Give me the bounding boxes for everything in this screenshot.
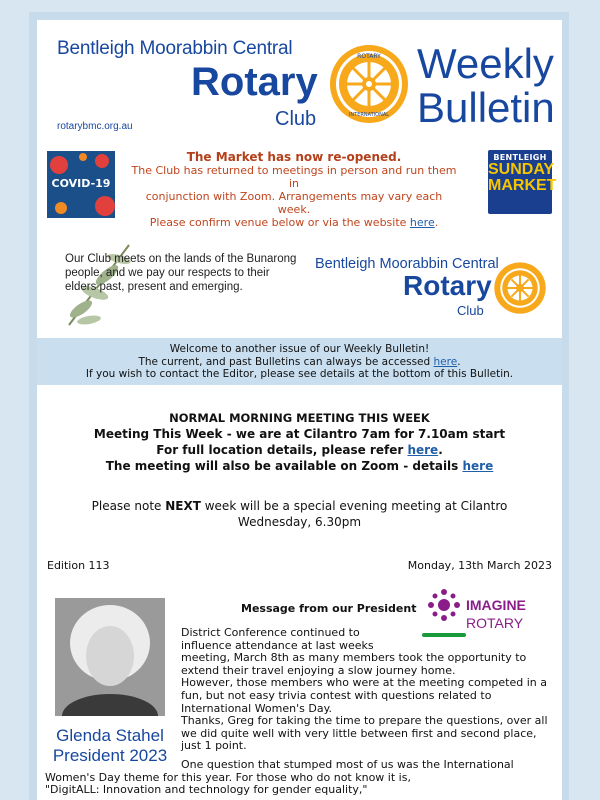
meeting-line2: For full location details, please refer: [156, 443, 408, 457]
message-p4a: One question that stumped most of us was the International: [181, 758, 514, 771]
sunday-market-top: BENTLEIGH: [493, 153, 547, 162]
person-portrait-icon: [55, 598, 165, 716]
rotary-wheel-small-icon: [493, 261, 547, 315]
meeting-line3: The meeting will also be available on Zoom - details: [105, 459, 463, 473]
meeting-heading: NORMAL MORNING MEETING THIS WEEK: [169, 411, 430, 425]
meeting-line2-end: .: [438, 443, 443, 457]
president-name: Glenda Stahel: [56, 726, 164, 745]
sunday-market-sunday: SUNDAY: [488, 161, 555, 178]
sunday-market-logo: [488, 150, 557, 214]
president-message-cont: [45, 759, 555, 797]
meeting-line2-wrap: [37, 442, 562, 458]
location-link[interactable]: here: [407, 443, 439, 457]
header-url: rotarybmc.org.au: [57, 121, 133, 132]
header-title: [417, 42, 555, 130]
ack-org-name: Bentleigh Moorabbin Central: [315, 256, 499, 272]
rotary-wheel-icon: [328, 43, 410, 125]
header-rotary: Rotary: [191, 60, 318, 104]
message-p4b: Women's Day theme for this year. For those who do not know it is,: [45, 770, 411, 784]
president-message: [181, 627, 556, 753]
meeting-section: [37, 410, 562, 474]
header-weekly: Weekly: [417, 40, 554, 87]
message-title: Message from our President: [241, 602, 417, 615]
market-website-link[interactable]: here: [409, 216, 435, 229]
welcome-band: [37, 338, 562, 385]
header-club: Club: [275, 108, 317, 130]
note-prefix: Please note: [91, 499, 166, 513]
sunday-market-market: MARKET: [488, 177, 557, 194]
ack-club: Club: [457, 303, 484, 318]
edition-number: Edition 113: [47, 559, 110, 572]
message-p4c: "DigitALL: Innovation and technology for gender equality,": [45, 783, 368, 797]
rotary-word: ROTARY: [466, 615, 524, 631]
emblem-text-bottom: INTERNATIONAL: [348, 112, 390, 118]
market-line1: The Club has returned to meetings in person and run them in: [131, 164, 457, 190]
market-line2: conjunction with Zoom. Arrangements may vary each week.: [145, 190, 443, 216]
note-bold: NEXT: [165, 499, 201, 513]
bulletins-link[interactable]: here: [433, 355, 458, 368]
note-rest: week will be a special evening meeting at Cilantro Wednesday, 6.30pm: [200, 499, 508, 529]
message-p1a: District Conference continued to: [181, 626, 360, 639]
message-p3: Thanks, Greg for taking the time to prepare the questions, over all we did quite well with very little between first and second place, just 1 point.: [181, 714, 548, 753]
message-p2: However, those members who were at the meeting competed in a fun, but not easy trivia contest with questions related to International Women's Day.: [181, 676, 548, 715]
welcome-line2-end: .: [457, 355, 461, 368]
covid-image: [47, 151, 115, 218]
imagine-word: IMAGINE: [466, 597, 526, 613]
welcome-line2: The current, and past Bulletins can always be accessed: [138, 355, 434, 368]
bulletin-page: [37, 20, 562, 800]
emblem-text-top: ROTARY: [357, 53, 381, 60]
ack-line2: people, and we pay our respects to their: [65, 267, 270, 279]
meeting-line3-wrap: [37, 458, 562, 474]
issue-date: Monday, 13th March 2023: [407, 559, 552, 572]
meeting-line1: Meeting This Week - we are at Cilantro 7am for 7.10am start: [93, 427, 506, 441]
ack-line1: Our Club meets on the lands of the Bunarong: [65, 253, 297, 265]
welcome-line2-wrap: [37, 356, 562, 369]
market-notice: [129, 151, 459, 229]
next-week-note: [57, 498, 542, 530]
zoom-link[interactable]: here: [462, 459, 494, 473]
market-line3: Please confirm venue below or via the website: [149, 216, 410, 229]
president-title: President 2023: [52, 746, 168, 765]
market-title: The Market has now re-opened.: [186, 150, 402, 164]
ack-rotary: Rotary: [403, 270, 492, 301]
header-bulletin: Bulletin: [417, 84, 555, 131]
market-line3-end: .: [434, 216, 439, 229]
welcome-line3: If you wish to contact the Editor, please see details at the bottom of this Bulletin.: [85, 368, 514, 380]
welcome-line1: Welcome to another issue of our Weekly Bulletin!: [169, 343, 430, 355]
country-acknowledgement: [65, 252, 315, 294]
header-org-name: Bentleigh Moorabbin Central: [57, 38, 293, 59]
president-photo: [55, 598, 165, 716]
covid-label: COVID-19: [51, 177, 111, 190]
message-p1b: influence attendance at last weeks: [181, 638, 374, 652]
ack-line3: elders past, present and emerging.: [65, 281, 243, 293]
market-line3-wrap: [129, 216, 459, 229]
message-p1c: meeting, March 8th as many members took the opportunity to extend their travel enjoying a slow journey home.: [181, 651, 527, 677]
